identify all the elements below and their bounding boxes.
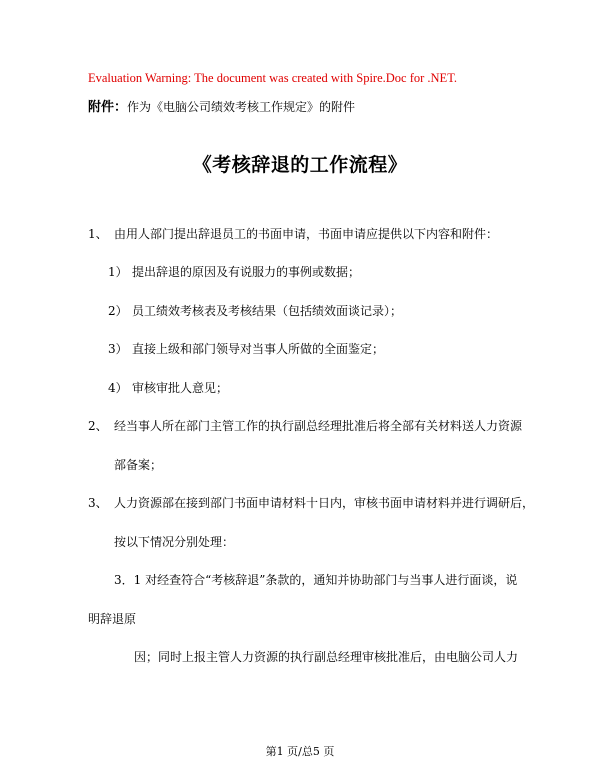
list-item (108, 303, 402, 319)
item-text: 按以下情况分别处理： (114, 535, 235, 549)
item-text: 因；同时上报主管人力资源的执行副总经理审核批准后，由电脑公司人力 (134, 650, 519, 664)
list-item (88, 418, 522, 434)
list-item (88, 226, 498, 242)
item-number: 2、 (88, 419, 108, 433)
item-text: 3．1 对经查符合“考核辞退”条款的，通知并协助部门与当事人进行面谈，说 (114, 573, 518, 587)
sub-item (114, 572, 517, 588)
item-number: 1） (108, 265, 128, 279)
list-item-continuation (114, 534, 234, 550)
attachment-label: 附件： (88, 100, 128, 115)
item-text: 人力资源部在接到部门书面申请材料十日内，审核书面申请材料并进行调研后， (114, 496, 535, 510)
item-text: 员工绩效考核表及考核结果（包括绩效面谈记录）； (132, 304, 403, 318)
list-item (108, 380, 228, 396)
item-text: 明辞退原 (88, 612, 137, 626)
item-text: 部备案； (114, 458, 163, 472)
item-text: 由用人部门提出辞退员工的书面申请，书面申请应提供以下内容和附件： (114, 227, 499, 241)
item-text: 直接上级和部门领导对当事人所做的全面鉴定； (132, 342, 385, 356)
evaluation-warning: Evaluation Warning: The document was created with Spire.Doc for .NET. (88, 71, 458, 85)
sub-item-continuation (88, 611, 136, 627)
list-item (108, 341, 384, 357)
item-number: 3） (108, 342, 128, 356)
attachment-text: 作为《电脑公司绩效考核工作规定》的附件 (127, 100, 356, 114)
item-number: 4） (108, 381, 128, 395)
item-number: 2） (108, 304, 128, 318)
attachment-line (88, 96, 355, 115)
item-text: 经当事人所在部门主管工作的执行副总经理批准后将全部有关材料送人力资源 (114, 419, 523, 433)
sub-item-continuation (134, 649, 518, 665)
list-item-continuation (114, 457, 162, 473)
item-text: 审核审批人意见； (132, 381, 229, 395)
list-item (108, 264, 360, 280)
item-number: 3、 (88, 496, 108, 510)
document-title: 《考核辞退的工作流程》 (192, 154, 408, 176)
item-text: 提出辞退的原因及有说服力的事例或数据； (132, 265, 361, 279)
page-footer: 第1 页/总5 页 (265, 745, 335, 758)
list-item (88, 495, 534, 511)
item-number: 1、 (88, 227, 108, 241)
